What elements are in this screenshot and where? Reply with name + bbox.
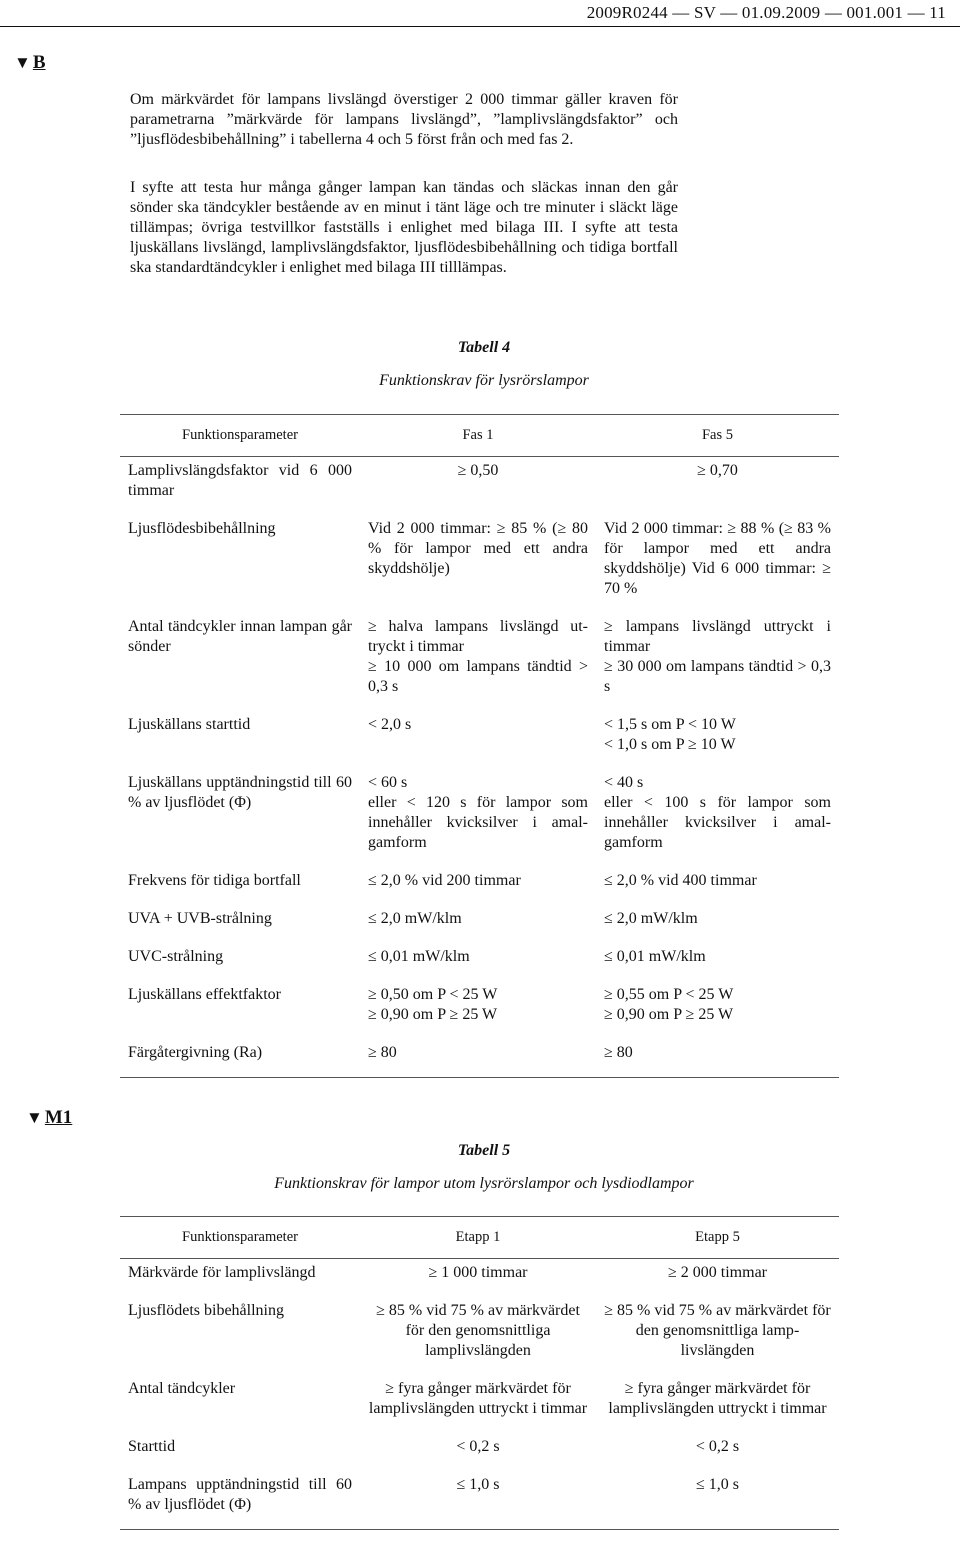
requirement-cell: ≤ 2,0 % vid 200 timmar [368,872,521,889]
requirement-cell: ≤ 0,01 mW/klm [368,948,470,965]
requirement-cell: ≥ 0,55 om P < 25 W ≥ 0,90 om P ≥ 25 W [604,986,734,1023]
table-row [120,943,839,981]
table4-header-cell: Funktionsparameter [120,415,360,457]
requirement-cell: ≥ 80 [596,1039,839,1078]
table5-header-row [120,1217,839,1259]
requirement-cell: < 2,0 s [368,716,412,733]
parameter-cell: Antal tändcykler [128,1380,236,1397]
parameter-cell: Frekvens för tidiga bortfall [128,872,301,889]
requirement-cell: ≥ fyra gånger märkvärdet för lamplivslängden uttryckt i timmar [608,1380,827,1417]
paragraph-phase-note: Om märkvärdet för lampans livslängd överstiger 2 000 timmar gäller kraven för parametrarna ”märkvärde för lampans livslängd”, ”lamplivslängdsfaktor” och ”ljusflödesbibehållning” i tabellerna 4 och 5 först från och med fas 2. [130,91,678,148]
requirement-cell: ≤ 1,0 s [360,1471,596,1530]
requirement-cell: < 0,2 s [695,1438,740,1455]
requirement-cell: ≤ 2,0 % vid 400 timmar [604,872,757,889]
requirement-cell: ≤ 2,0 mW/klm [604,910,698,927]
requirement-cell: ≥ 0,70 [697,462,738,479]
requirement-cell: < 60 s eller < 120 s för lampor som innehåller kvicksilver i amalgamform [368,774,588,851]
table5-subtitle: Funktionskrav för lampor utom lysrörslampor och lysdiodlampor [274,1175,694,1192]
requirement-cell: ≥ 0,50 [457,462,499,479]
requirement-cell: ≥ 80 [360,1039,596,1078]
requirement-cell: ≥ lampans livslängd uttryckt i timmar ≥ 30 000 om lampans tändtid > 0,3 s [604,618,831,695]
paragraph-test-cycles: I syfte att testa hur många gånger lampan kan tändas och släckas innan den går sönder ska tändcykler bestående av en minut i tänt läge och tre minuter i släckt läge tillämpas; övriga testvillkor fastställs i enlighet med bilaga III. I syfte att testa ljuskällans livslängd, lamplivslängdsfaktor, ljusflödesbibehållning och tidiga bortfall ska standardtändcykler i enlighet med bilaga III tilllämpas. [130,179,678,276]
table-row [120,613,839,711]
table-row [120,1259,839,1298]
table-row [120,1433,839,1471]
table-row [120,457,839,516]
parameter-cell: Antal tändcykler innan lampan går sönder [128,618,352,655]
requirement-cell: ≤ 0,01 mW/klm [604,948,706,965]
parameter-cell: Lamplivslängdsfaktor vid 6 000 timmar [128,462,352,499]
table-row [120,1375,839,1433]
table5-header-cell: Funktionsparameter [120,1217,360,1259]
table4-header-cell: Fas 1 [360,415,596,457]
amendment-marker-b [14,52,46,74]
table-row [120,769,839,867]
table4-header-cell: Fas 5 [596,415,839,457]
requirement-cell: ≥ 0,50 om P < 25 W ≥ 0,90 om P ≥ 25 W [368,986,498,1023]
table4-header-row [120,415,839,457]
table-row [120,867,839,905]
table-row [120,905,839,943]
table-row [120,1039,839,1078]
requirement-cell: ≥ 85 % vid 75 % av märkvärdet för den genomsnittliga lamplivslängden [376,1302,580,1359]
parameter-cell: Ljusflödets bibehållning [128,1302,284,1319]
requirement-cell: Vid 2 000 timmar: ≥ 85 % (≥ 80 % för lampor med ett andra skyddshölje) [368,520,588,577]
table-row [120,1471,839,1530]
requirement-cell: ≤ 2,0 mW/klm [368,910,462,927]
parameter-cell: Ljuskällans starttid [128,716,251,733]
parameter-cell: Ljusflödesbibehållning [128,520,276,537]
marker-label: B [32,52,46,73]
table-row [120,711,839,769]
triangle-down-icon: ▼ [14,53,31,72]
requirement-cell: < 1,5 s om P < 10 W < 1,0 s om P ≥ 10 W [604,716,736,753]
parameter-cell: Lampans upptändningstid till 60 % av ljusflödet (Φ) [120,1471,360,1530]
table4-subtitle: Funktionskrav för lysrörslampor [379,372,589,389]
parameter-cell: UVA + UVB-strålning [128,910,272,927]
triangle-down-icon: ▼ [26,1108,43,1127]
requirement-cell: Vid 2 000 timmar: ≥ 88 % (≥ 83 % för lampor med ett andra skyddshölje) Vid 6 000 timmar: ≥ 70 % [604,520,831,597]
parameter-cell: UVC-strålning [128,948,224,965]
table4 [120,414,839,1078]
table-row [120,515,839,613]
table5-header-cell: Etapp 5 [596,1217,839,1259]
page-header [0,0,960,26]
requirement-cell: ≥ halva lampans livslängd uttryckt i timmar ≥ 10 000 om lampans tändtid > 0,3 s [368,618,588,695]
amendment-marker-m1 [26,1107,72,1129]
header-reference: 2009R0244 — SV — 01.09.2009 — 001.001 — 11 [586,3,946,22]
requirement-cell: ≤ 1,0 s [596,1471,839,1530]
table5-title: Tabell 5 [457,1142,511,1159]
requirement-cell: ≥ fyra gånger märkvärdet för lamplivslängden uttryckt i timmar [368,1380,588,1417]
parameter-cell: Märkvärde för lamplivslängd [128,1264,316,1281]
table5-header-cell: Etapp 1 [360,1217,596,1259]
requirement-cell: ≥ 1 000 timmar [428,1264,528,1281]
parameter-cell: Färgåtergivning (Ra) [120,1039,360,1078]
marker-label: M1 [44,1107,73,1128]
parameter-cell: Ljuskällans upptändningstid till 60 % av ljusflödet (Φ) [128,774,352,811]
table5 [120,1216,839,1530]
requirement-cell: < 0,2 s [456,1438,500,1455]
requirement-cell: < 40 s eller < 100 s för lampor som innehåller kvicksilver i amalgamform [604,774,831,851]
header-rule [0,26,960,27]
requirement-cell: ≥ 85 % vid 75 % av märkvärdet för den genomsnittliga lamplivslängden [604,1302,831,1359]
parameter-cell: Starttid [128,1438,176,1455]
parameter-cell: Ljuskällans effektfaktor [128,986,281,1003]
table-row [120,981,839,1039]
table-row [120,1297,839,1375]
table4-title: Tabell 4 [457,339,511,356]
requirement-cell: ≥ 2 000 timmar [668,1264,767,1281]
